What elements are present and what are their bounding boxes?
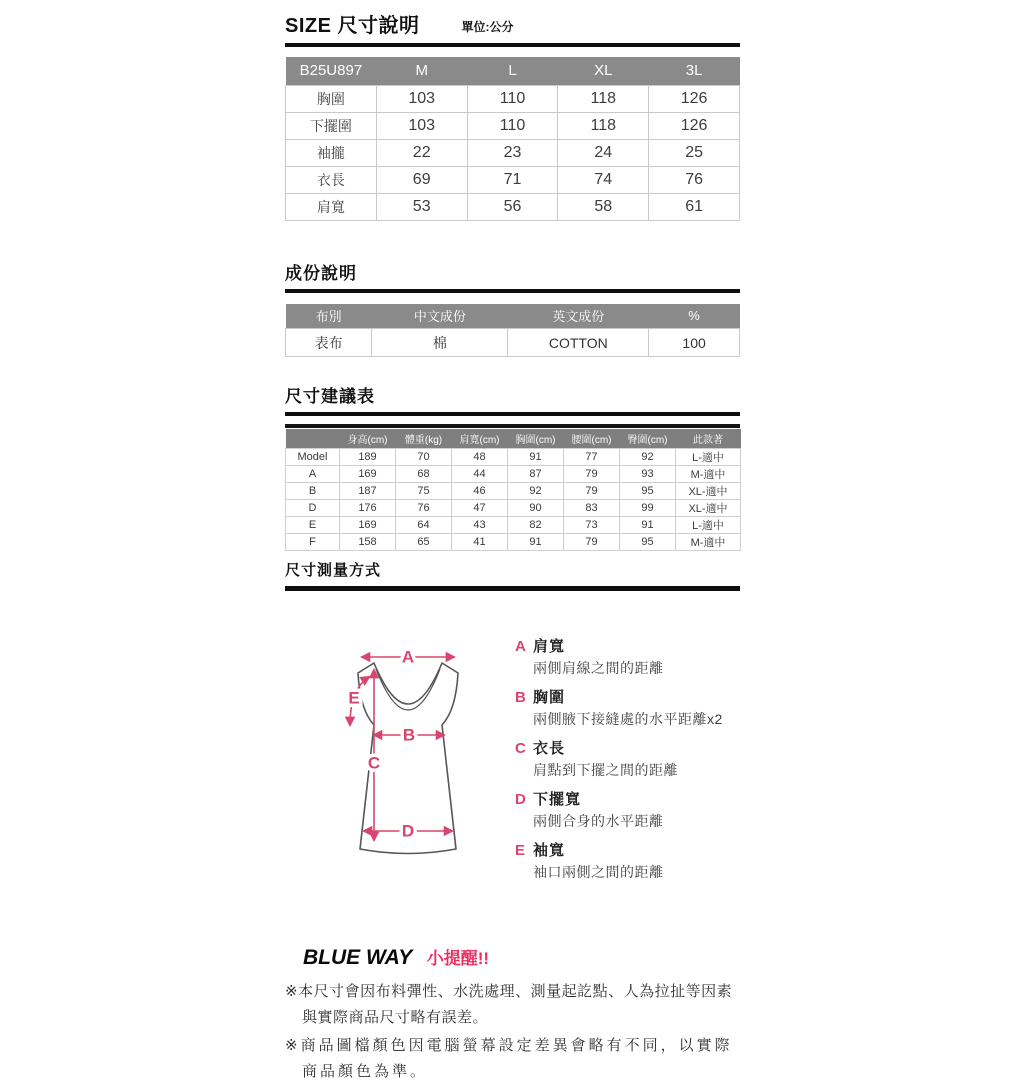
table-cell: 103: [376, 85, 467, 112]
measure-term: 下擺寬: [533, 790, 582, 808]
measure-term: 衣長: [533, 739, 566, 757]
footer: [285, 944, 740, 1085]
table-row: [286, 448, 741, 465]
table-cell: 189: [340, 448, 396, 465]
composition-section-title: 成份說明: [285, 263, 357, 283]
size-section-header: [285, 9, 740, 47]
table-row: [286, 533, 741, 550]
table-cell: 126: [649, 112, 740, 139]
table-cell: 70: [396, 448, 452, 465]
table-cell: 87: [508, 465, 564, 482]
table-cell: 61: [649, 193, 740, 220]
table-cell: 100: [649, 329, 740, 357]
suggestion-section-header: [285, 382, 740, 416]
measure-letter: E: [515, 841, 526, 859]
diagram-label-e: E: [348, 687, 360, 707]
column-header: 體重(kg): [396, 429, 452, 448]
table-cell: 75: [396, 482, 452, 499]
table-row: [286, 482, 741, 499]
table-cell: 187: [340, 482, 396, 499]
page-content: [285, 0, 740, 1085]
table-cell: 90: [508, 499, 564, 516]
table-cell: 77: [564, 448, 620, 465]
row-label-cell: D: [286, 499, 340, 516]
suggestion-table-header-row: [286, 429, 741, 448]
table-cell: 110: [467, 85, 558, 112]
measure-term: 肩寬: [533, 637, 566, 655]
table-cell: L-適中: [676, 448, 741, 465]
measure-section-title: 尺寸測量方式: [285, 561, 382, 579]
measure-section-header: [285, 559, 740, 591]
column-header: M: [376, 57, 467, 85]
measure-item-list: [515, 635, 723, 892]
table-cell: 95: [620, 533, 676, 550]
table-cell: 41: [452, 533, 508, 550]
table-cell: M-適中: [676, 533, 741, 550]
table-cell: 76: [396, 499, 452, 516]
column-header: %: [649, 304, 740, 329]
table-cell: 79: [564, 465, 620, 482]
measure-desc: 兩側合身的水平距離: [533, 812, 664, 829]
table-cell: 74: [558, 166, 649, 193]
row-label-cell: B: [286, 482, 340, 499]
column-header: [286, 429, 340, 448]
suggestion-table-wrap: [285, 424, 740, 551]
column-header: 身高(cm): [340, 429, 396, 448]
table-cell: 73: [564, 516, 620, 533]
suggestion-section-title: 尺寸建議表: [285, 387, 375, 406]
table-cell: 58: [558, 193, 649, 220]
measure-item-head: [515, 688, 723, 708]
table-cell: 110: [467, 112, 558, 139]
table-cell: 169: [340, 465, 396, 482]
measure-item: [515, 637, 723, 679]
table-row: [286, 193, 740, 220]
row-label-cell: 下擺圍: [286, 112, 377, 139]
table-cell: 79: [564, 482, 620, 499]
table-cell: 169: [340, 516, 396, 533]
row-label-cell: F: [286, 533, 340, 550]
measure-item-head: [515, 841, 723, 861]
footer-note: ※商品圖檔顏色因電腦螢幕設定差異會略有不同，以實際商品顏色為準。: [285, 1036, 733, 1080]
table-cell: 43: [452, 516, 508, 533]
composition-section-header: [285, 259, 740, 293]
diagram-label-c: C: [367, 752, 381, 772]
table-cell: 95: [620, 482, 676, 499]
table-cell: L-適中: [676, 516, 741, 533]
row-label-cell: 袖攏: [286, 139, 377, 166]
table-cell: 92: [508, 482, 564, 499]
brand-line: [285, 944, 740, 970]
table-cell: 92: [620, 448, 676, 465]
measure-item: [515, 739, 723, 781]
column-header: 臀圍(cm): [620, 429, 676, 448]
column-header: XL: [558, 57, 649, 85]
table-cell: 24: [558, 139, 649, 166]
diagram-label-b: B: [402, 724, 416, 744]
composition-table-header-row: [286, 304, 740, 329]
table-cell: 76: [649, 166, 740, 193]
table-cell: 118: [558, 85, 649, 112]
table-cell: 71: [467, 166, 558, 193]
table-cell: 47: [452, 499, 508, 516]
column-header: 肩寬(cm): [452, 429, 508, 448]
measure-letter: C: [515, 739, 526, 757]
table-cell: 118: [558, 112, 649, 139]
row-label-cell: Model: [286, 448, 340, 465]
column-header: 英文成份: [508, 304, 649, 329]
table-cell: 22: [376, 139, 467, 166]
table-row: [286, 139, 740, 166]
table-row: [286, 166, 740, 193]
size-table: [285, 57, 740, 221]
table-cell: XL-適中: [676, 499, 741, 516]
table-cell: 56: [467, 193, 558, 220]
table-row: [286, 499, 741, 516]
measure-diagram-row: [285, 635, 740, 892]
brand-logo: BLUE WAY: [303, 945, 413, 969]
row-label-cell: 肩寬: [286, 193, 377, 220]
row-label-cell: 表布: [286, 329, 372, 357]
table-cell: 25: [649, 139, 740, 166]
measure-desc: 肩點到下擺之間的距離: [533, 761, 678, 778]
measure-item-head: [515, 790, 723, 810]
table-cell: 83: [564, 499, 620, 516]
column-header: B25U897: [286, 57, 377, 85]
table-row: [286, 516, 741, 533]
table-cell: 91: [620, 516, 676, 533]
diagram-label-d: D: [401, 820, 415, 840]
table-cell: 46: [452, 482, 508, 499]
table-cell: 棉: [372, 329, 508, 357]
measure-desc: 袖口兩側之間的距離: [533, 863, 664, 880]
measure-item: [515, 790, 723, 832]
measure-term: 胸圍: [533, 688, 566, 706]
table-cell: 44: [452, 465, 508, 482]
tank-top-diagram: [340, 635, 510, 870]
table-cell: M-適中: [676, 465, 741, 482]
row-label-cell: 胸圍: [286, 85, 377, 112]
table-cell: 103: [376, 112, 467, 139]
column-header: 中文成份: [372, 304, 508, 329]
table-cell: 176: [340, 499, 396, 516]
diagram-label-a: A: [401, 646, 415, 666]
footer-note: ※本尺寸會因布料彈性、水洗處理、測量起訖點、人為拉扯等因素與實際商品尺寸略有誤差。: [285, 982, 733, 1026]
measure-letter: D: [515, 790, 526, 808]
row-label-cell: A: [286, 465, 340, 482]
measure-item: [515, 688, 723, 730]
row-label-cell: E: [286, 516, 340, 533]
table-cell: XL-適中: [676, 482, 741, 499]
measure-item-head: [515, 637, 723, 657]
table-cell: 82: [508, 516, 564, 533]
column-header: 布別: [286, 304, 372, 329]
table-cell: 79: [564, 533, 620, 550]
table-row: [286, 85, 740, 112]
table-row: [286, 465, 741, 482]
table-cell: 64: [396, 516, 452, 533]
column-header: 腰圍(cm): [564, 429, 620, 448]
measure-item-head: [515, 739, 723, 759]
composition-section: [285, 259, 740, 358]
column-header: 此款著: [676, 429, 741, 448]
table-cell: 53: [376, 193, 467, 220]
measure-letter: B: [515, 688, 526, 706]
table-cell: 68: [396, 465, 452, 482]
unit-label: 單位:公分: [461, 20, 514, 34]
size-section-title: SIZE 尺寸說明: [285, 15, 420, 37]
suggestion-section: [285, 382, 740, 551]
measure-desc: 兩側腋下接縫處的水平距離x2: [533, 710, 723, 727]
suggestion-table: [285, 429, 741, 551]
table-cell: 23: [467, 139, 558, 166]
table-cell: 158: [340, 533, 396, 550]
table-cell: 91: [508, 448, 564, 465]
column-header: L: [467, 57, 558, 85]
measure-term: 袖寬: [533, 841, 566, 859]
column-header: 3L: [649, 57, 740, 85]
table-cell: 69: [376, 166, 467, 193]
table-cell: 65: [396, 533, 452, 550]
row-label-cell: 衣長: [286, 166, 377, 193]
table-cell: 126: [649, 85, 740, 112]
table-cell: 48: [452, 448, 508, 465]
reminder-label: 小提醒!!: [426, 948, 490, 968]
composition-table: [285, 304, 740, 358]
table-cell: 93: [620, 465, 676, 482]
table-cell: 99: [620, 499, 676, 516]
measure-item: [515, 841, 723, 883]
column-header: 胸圍(cm): [508, 429, 564, 448]
table-cell: COTTON: [508, 329, 649, 357]
measure-letter: A: [515, 637, 526, 655]
notes: [285, 979, 740, 1085]
measure-section: [285, 559, 740, 892]
table-row: [286, 329, 740, 357]
table-row: [286, 112, 740, 139]
measure-desc: 兩側肩線之間的距離: [533, 659, 664, 676]
table-cell: 91: [508, 533, 564, 550]
size-table-header-row: [286, 57, 740, 85]
